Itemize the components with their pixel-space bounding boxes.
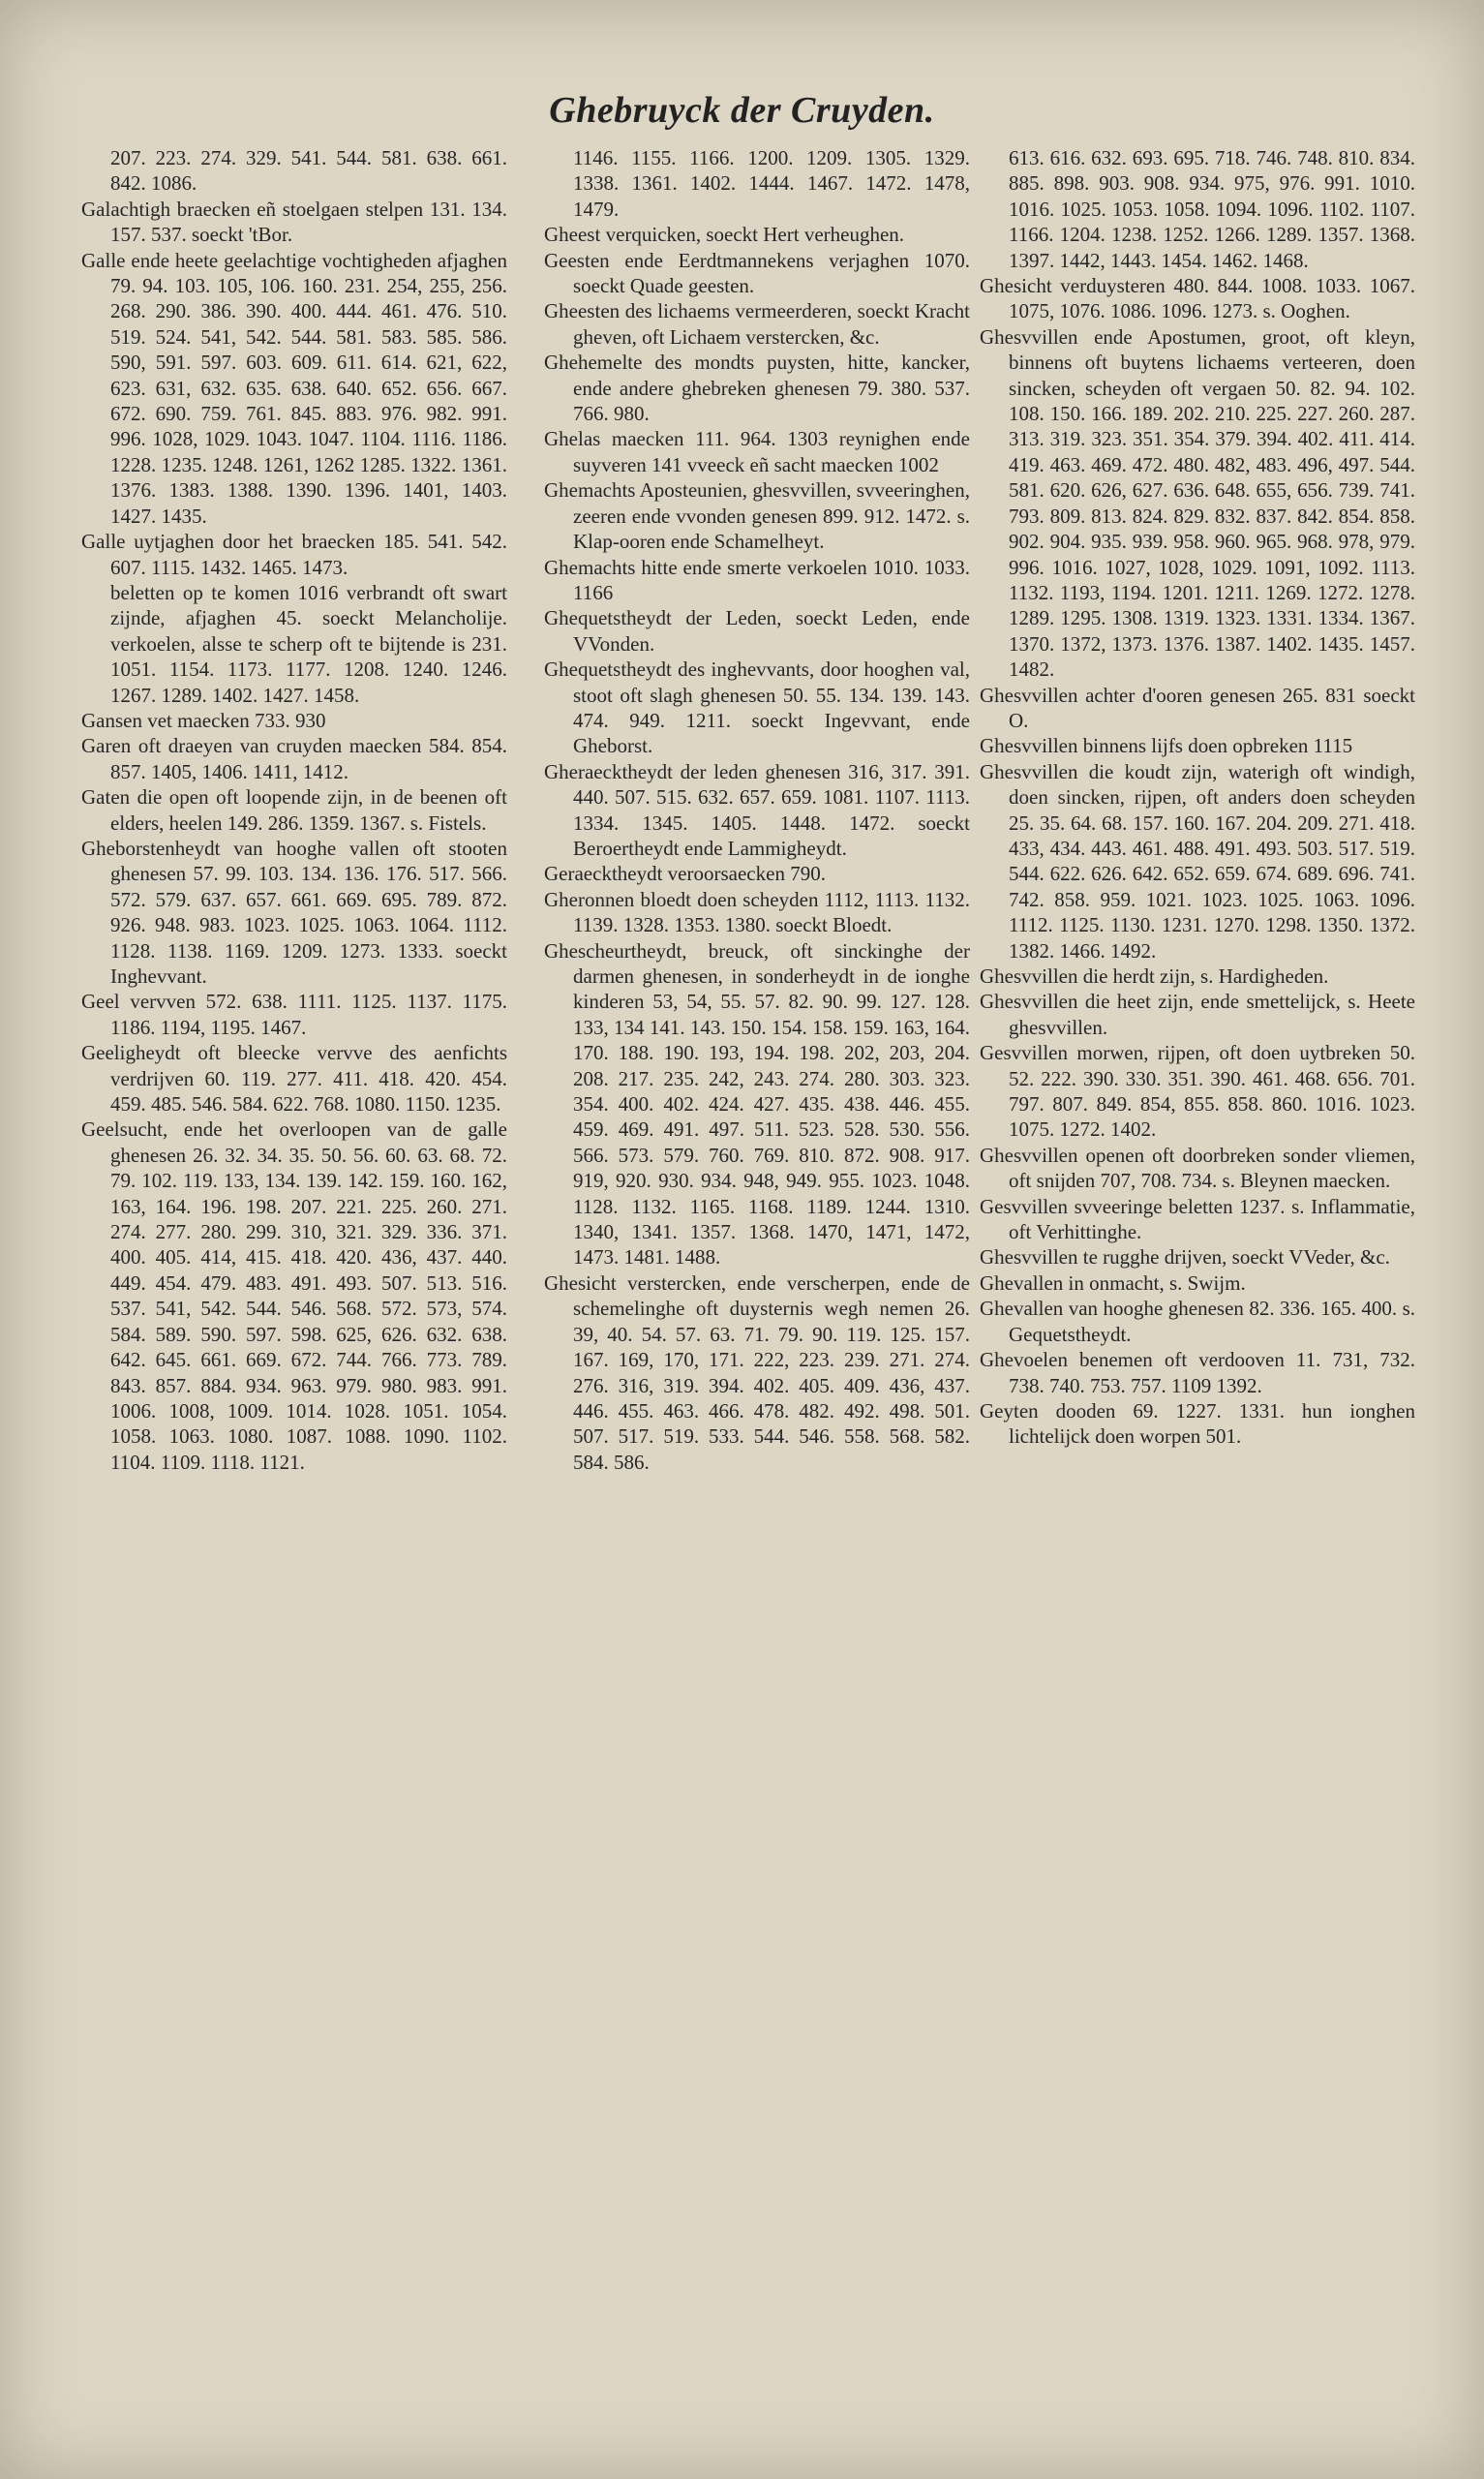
index-entry: Garen oft draeyen van cruyden maecken 584. 854. 857. 1405, 1406. 1411, 1412.	[81, 734, 507, 783]
index-entry: 613. 616. 632. 693. 695. 718. 746. 748. 810. 834. 885. 898. 903. 908. 934. 975, 976. 991. 1010. 1016. 1025. 1053. 1058. 1094. 1096. 1102. 1107. 1166. 1204. 1238. 1252. 1266. 1289. 1357. 1368. 1397. 1442, 1443. 1454. 1462. 1468.	[1009, 146, 1415, 272]
index-entry: Ghesvvillen die herdt zijn, s. Hardigheden.	[980, 964, 1329, 988]
index-column-right	[980, 145, 1415, 2392]
index-entry: Ghevallen van hooghe ghenesen 82. 336. 165. 400. s. Gequetstheydt.	[980, 1297, 1415, 1346]
index-entry: Ghesvvillen openen oft doorbreken sonder vliemen, oft snijden 707, 708. 734. s. Bleynen maecken.	[980, 1143, 1415, 1193]
index-entry: Ghesicht verduysteren 480. 844. 1008. 1033. 1067. 1075, 1076. 1086. 1096. 1273. s. Ooghen.	[980, 274, 1415, 323]
index-entry: Ghesvvillen achter d'ooren genesen 265. 831 soeckt O.	[980, 683, 1415, 732]
index-entry: Ghescheurtheydt, breuck, oft sinckinghe der darmen ghenesen, in sonderheydt in de ionghe kinderen 53, 54, 55. 57. 82. 90. 99. 127. 128. 133, 134 141. 143. 150. 154. 158. 159. 163, 164. 170. 188. 190. 193, 194. 198. 202, 203, 204. 208. 217. 235. 242, 243. 274. 280. 303. 323. 354. 400. 402. 424. 427. 435. 438. 446. 455. 459. 469. 491. 497. 511. 523. 528. 530. 556. 566. 573. 579. 760. 769. 810. 872. 908. 917. 919, 920. 930. 934. 948, 949. 955. 1023. 1048. 1128. 1132. 1165. 1168. 1189. 1244. 1310. 1340, 1341. 1357. 1368. 1470, 1471, 1472, 1473. 1481. 1488.	[544, 938, 970, 1270]
index-entry: Galle ende heete geelachtige vochtigheden afjaghen 79. 94. 103. 105, 106. 160. 231. 254, 255, 256. 268. 290. 386. 390. 400. 444. 461. 476. 510. 519. 524. 541, 542. 544. 581. 583. 585. 586. 590, 591. 597. 603. 609. 611. 614. 621, 622, 623. 631, 632. 635. 638. 640. 652. 656. 667. 672. 690. 759. 761. 845. 883. 976. 982. 991. 996. 1028, 1029. 1043. 1047. 1104. 1116. 1186. 1228. 1235. 1248. 1261, 1262 1285. 1322. 1361. 1376. 1383. 1388. 1390. 1396. 1401, 1403. 1427. 1435.	[81, 248, 507, 528]
index-entry: Ghequetstheydt des inghevvants, door hooghen val, stoot oft slagh ghenesen 50. 55. 134. 139. 143. 474. 949. 1211. soeckt Ingevvant, ende Gheborst.	[544, 658, 970, 758]
index-entry: Ghesvvillen die koudt zijn, waterigh oft windigh, doen sincken, rijpen, oft anders doen scheyden 25. 35. 64. 68. 157. 160. 167. 204. 209. 271. 418. 433, 434. 443. 461. 488. 491. 493. 503. 517. 519. 544. 622. 626. 642. 652. 659. 674. 689. 696. 741. 742. 858. 959. 1021. 1023. 1025. 1063. 1096. 1112. 1125. 1130. 1231. 1270. 1298. 1350. 1372. 1382. 1466. 1492.	[980, 759, 1415, 963]
index-entry: Geyten dooden 69. 1227. 1331. hun ionghen lichtelijck doen worpen 501.	[980, 1398, 1415, 1449]
index-entry: beletten op te komen 1016 verbrandt oft swart zijnde, afjaghen 45. soeckt Melancholije. verkoelen, alsse te scherp oft te bijtende is 231. 1051. 1154. 1173. 1177. 1208. 1240. 1246. 1267. 1289. 1402. 1427. 1458.	[110, 580, 507, 707]
index-entry: Ghehemelte des mondts puysten, hitte, kancker, ende andere ghebreken ghenesen 79. 380. 537. 766. 980.	[544, 351, 970, 426]
index-entry: Gaten die open oft loopende zijn, in de beenen oft elders, heelen 149. 286. 1359. 1367. s. Fistels.	[81, 785, 507, 835]
index-entry: 1146. 1155. 1166. 1200. 1209. 1305. 1329. 1338. 1361. 1402. 1444. 1467. 1472. 1478, 1479.	[573, 146, 970, 221]
index-entry: Ghesvvillen te rugghe drijven, soeckt VVeder, &c.	[980, 1245, 1390, 1270]
index-entry: Gheesten des lichaems vermeerderen, soeckt Kracht gheven, oft Lichaem verstercken, &c.	[544, 299, 970, 349]
index-entry: Galle uytjaghen door het braecken 185. 541. 542. 607. 1115. 1432. 1465. 1473.	[81, 530, 507, 579]
index-entry: Ghevallen in onmacht, s. Swijm.	[980, 1270, 1246, 1295]
index-entry: 207. 223. 274. 329. 541. 544. 581. 638. 661. 842. 1086.	[110, 146, 507, 196]
index-entry: Geelsucht, ende het overloopen van de galle ghenesen 26. 32. 34. 35. 50. 56. 60. 63. 68. 72. 79. 102. 119. 133, 134. 139. 142. 159. 160. 162, 163, 164. 196. 198. 207. 221. 225. 260. 271. 274. 277. 280. 299. 310, 321. 329. 336. 371. 400. 405. 414, 415. 418. 420. 436, 437. 440. 449. 454. 479. 483. 491. 493. 507. 513. 516. 537. 541, 542. 544. 546. 568. 572. 573, 574. 584. 589. 590. 597. 598. 625, 626. 632. 638. 642. 645. 661. 669. 672. 744. 766. 773. 789. 843. 857. 884. 934. 963. 979. 980. 983. 991. 1006. 1008, 1009. 1014. 1028. 1051. 1054. 1058. 1063. 1080. 1087. 1088. 1090. 1102. 1104. 1109. 1118. 1121.	[81, 1117, 507, 1474]
index-entry: Geel vervven 572. 638. 1111. 1125. 1137. 1175. 1186. 1194, 1195. 1467.	[81, 990, 507, 1039]
index-entry: Ghevoelen benemen oft verdooven 11. 731, 732. 738. 740. 753. 757. 1109 1392.	[980, 1348, 1415, 1397]
index-column-left	[81, 145, 507, 2392]
index-entry: Galachtigh braecken eñ stoelgaen stelpen 131. 134. 157. 537. soeckt 'tBor.	[81, 197, 507, 247]
index-entry: Gansen vet maecken 733. 930	[81, 708, 326, 732]
index-entry: Ghesvvillen binnens lijfs doen opbreken 1115	[980, 734, 1353, 758]
index-entry: Ghesvvillen ende Apostumen, groot, oft kleyn, binnens oft buytens lichaems verteeren, doen sincken, scheyden oft vergaen 50. 82. 94. 102. 108. 150. 166. 189. 202. 210. 225. 227. 260. 287. 313. 319. 323. 351. 354. 379. 394. 402. 411. 414. 419. 463. 469. 472. 480. 482, 483. 496, 497. 544. 581. 620. 626, 627. 636. 648. 655, 656. 739. 741. 793. 809. 813. 824. 829. 832. 837. 842. 854. 858. 902. 904. 935. 939. 958. 960. 965. 968. 978, 979. 996. 1016. 1027, 1028, 1029. 1091, 1092. 1113. 1132. 1193, 1194. 1201. 1211. 1269. 1272. 1278. 1289. 1295. 1308. 1319. 1323. 1331. 1334. 1367. 1370. 1372, 1373. 1376. 1387. 1402. 1435. 1457. 1482.	[980, 324, 1415, 682]
index-entry: Geesten ende Eerdtmannekens verjaghen 1070. soeckt Quade geesten.	[544, 248, 970, 298]
index-entry: Gheronnen bloedt doen scheyden 1112, 1113. 1132. 1139. 1328. 1353. 1380. soeckt Bloedt.	[544, 887, 970, 937]
index-entry: Gheest verquicken, soeckt Hert verheughen.	[544, 223, 905, 247]
index-entry: Gesvvillen morwen, rijpen, oft doen uytbreken 50. 52. 222. 390. 330. 351. 390. 461. 468. 656. 701. 797. 807. 849. 854, 855. 858. 860. 1016. 1023. 1075. 1272. 1402.	[980, 1041, 1415, 1142]
index-entry: Geraecktheydt veroorsaecken 790.	[544, 862, 826, 886]
index-entry: Ghelas maecken 111. 964. 1303 reynighen ende suyveren 141 vveeck eñ sacht maecken 1002	[544, 427, 970, 476]
index-entry: Ghesicht verstercken, ende verscherpen, ende de schemelinghe oft duysternis wegh nemen 26. 39, 40. 54. 57. 63. 71. 79. 90. 119. 125. 157. 167. 169, 170, 171. 222, 223. 239. 271. 274. 276. 316, 319. 394. 402. 405. 409. 436, 437. 446. 455. 463. 466. 478. 482. 492. 498. 501. 507. 517. 519. 533. 544. 546. 558. 568. 582. 584. 586.	[544, 1270, 970, 1474]
running-header	[0, 89, 1484, 147]
index-entry: Geeligheydt oft bleecke vervve des aenfichts verdrijven 60. 119. 277. 411. 418. 420. 454. 459. 485. 546. 584. 622. 768. 1080. 1150. 1235.	[81, 1041, 507, 1117]
index-entry: Gesvvillen svveeringe beletten 1237. s. Inflammatie, oft Verhittinghe.	[980, 1194, 1415, 1244]
page-title: Ghebruyck der Cruyden.	[549, 90, 935, 131]
index-entry: Ghemachts Aposteunien, ghesvvillen, svveeringhen, zeeren ende vvonden genesen 899. 912. 1472. s. Klap-ooren ende Schamelheyt.	[544, 478, 970, 554]
index-column-middle	[544, 145, 970, 2392]
index-entry: Gheborstenheydt van hooghe vallen oft stooten ghenesen 57. 99. 103. 134. 136. 176. 517. 566. 572. 579. 637. 657. 661. 669. 695. 789. 872. 926. 948. 983. 1023. 1025. 1063. 1064. 1112. 1128. 1138. 1169. 1209. 1273. 1333. soeckt Inghevvant.	[81, 836, 507, 988]
index-entry: Ghesvvillen die heet zijn, ende smettelijck, s. Heete ghesvvillen.	[980, 990, 1415, 1039]
index-entry: Gheraecktheydt der leden ghenesen 316, 317. 391. 440. 507. 515. 632. 657. 659. 1081. 1107. 1113. 1334. 1345. 1405. 1448. 1472. soeckt Beroertheydt ende Lammigheydt.	[544, 759, 970, 860]
index-entry: Ghemachts hitte ende smerte verkoelen 1010. 1033. 1166	[544, 555, 970, 604]
index-entry: Ghequetstheydt der Leden, soeckt Leden, ende VVonden.	[544, 606, 970, 656]
